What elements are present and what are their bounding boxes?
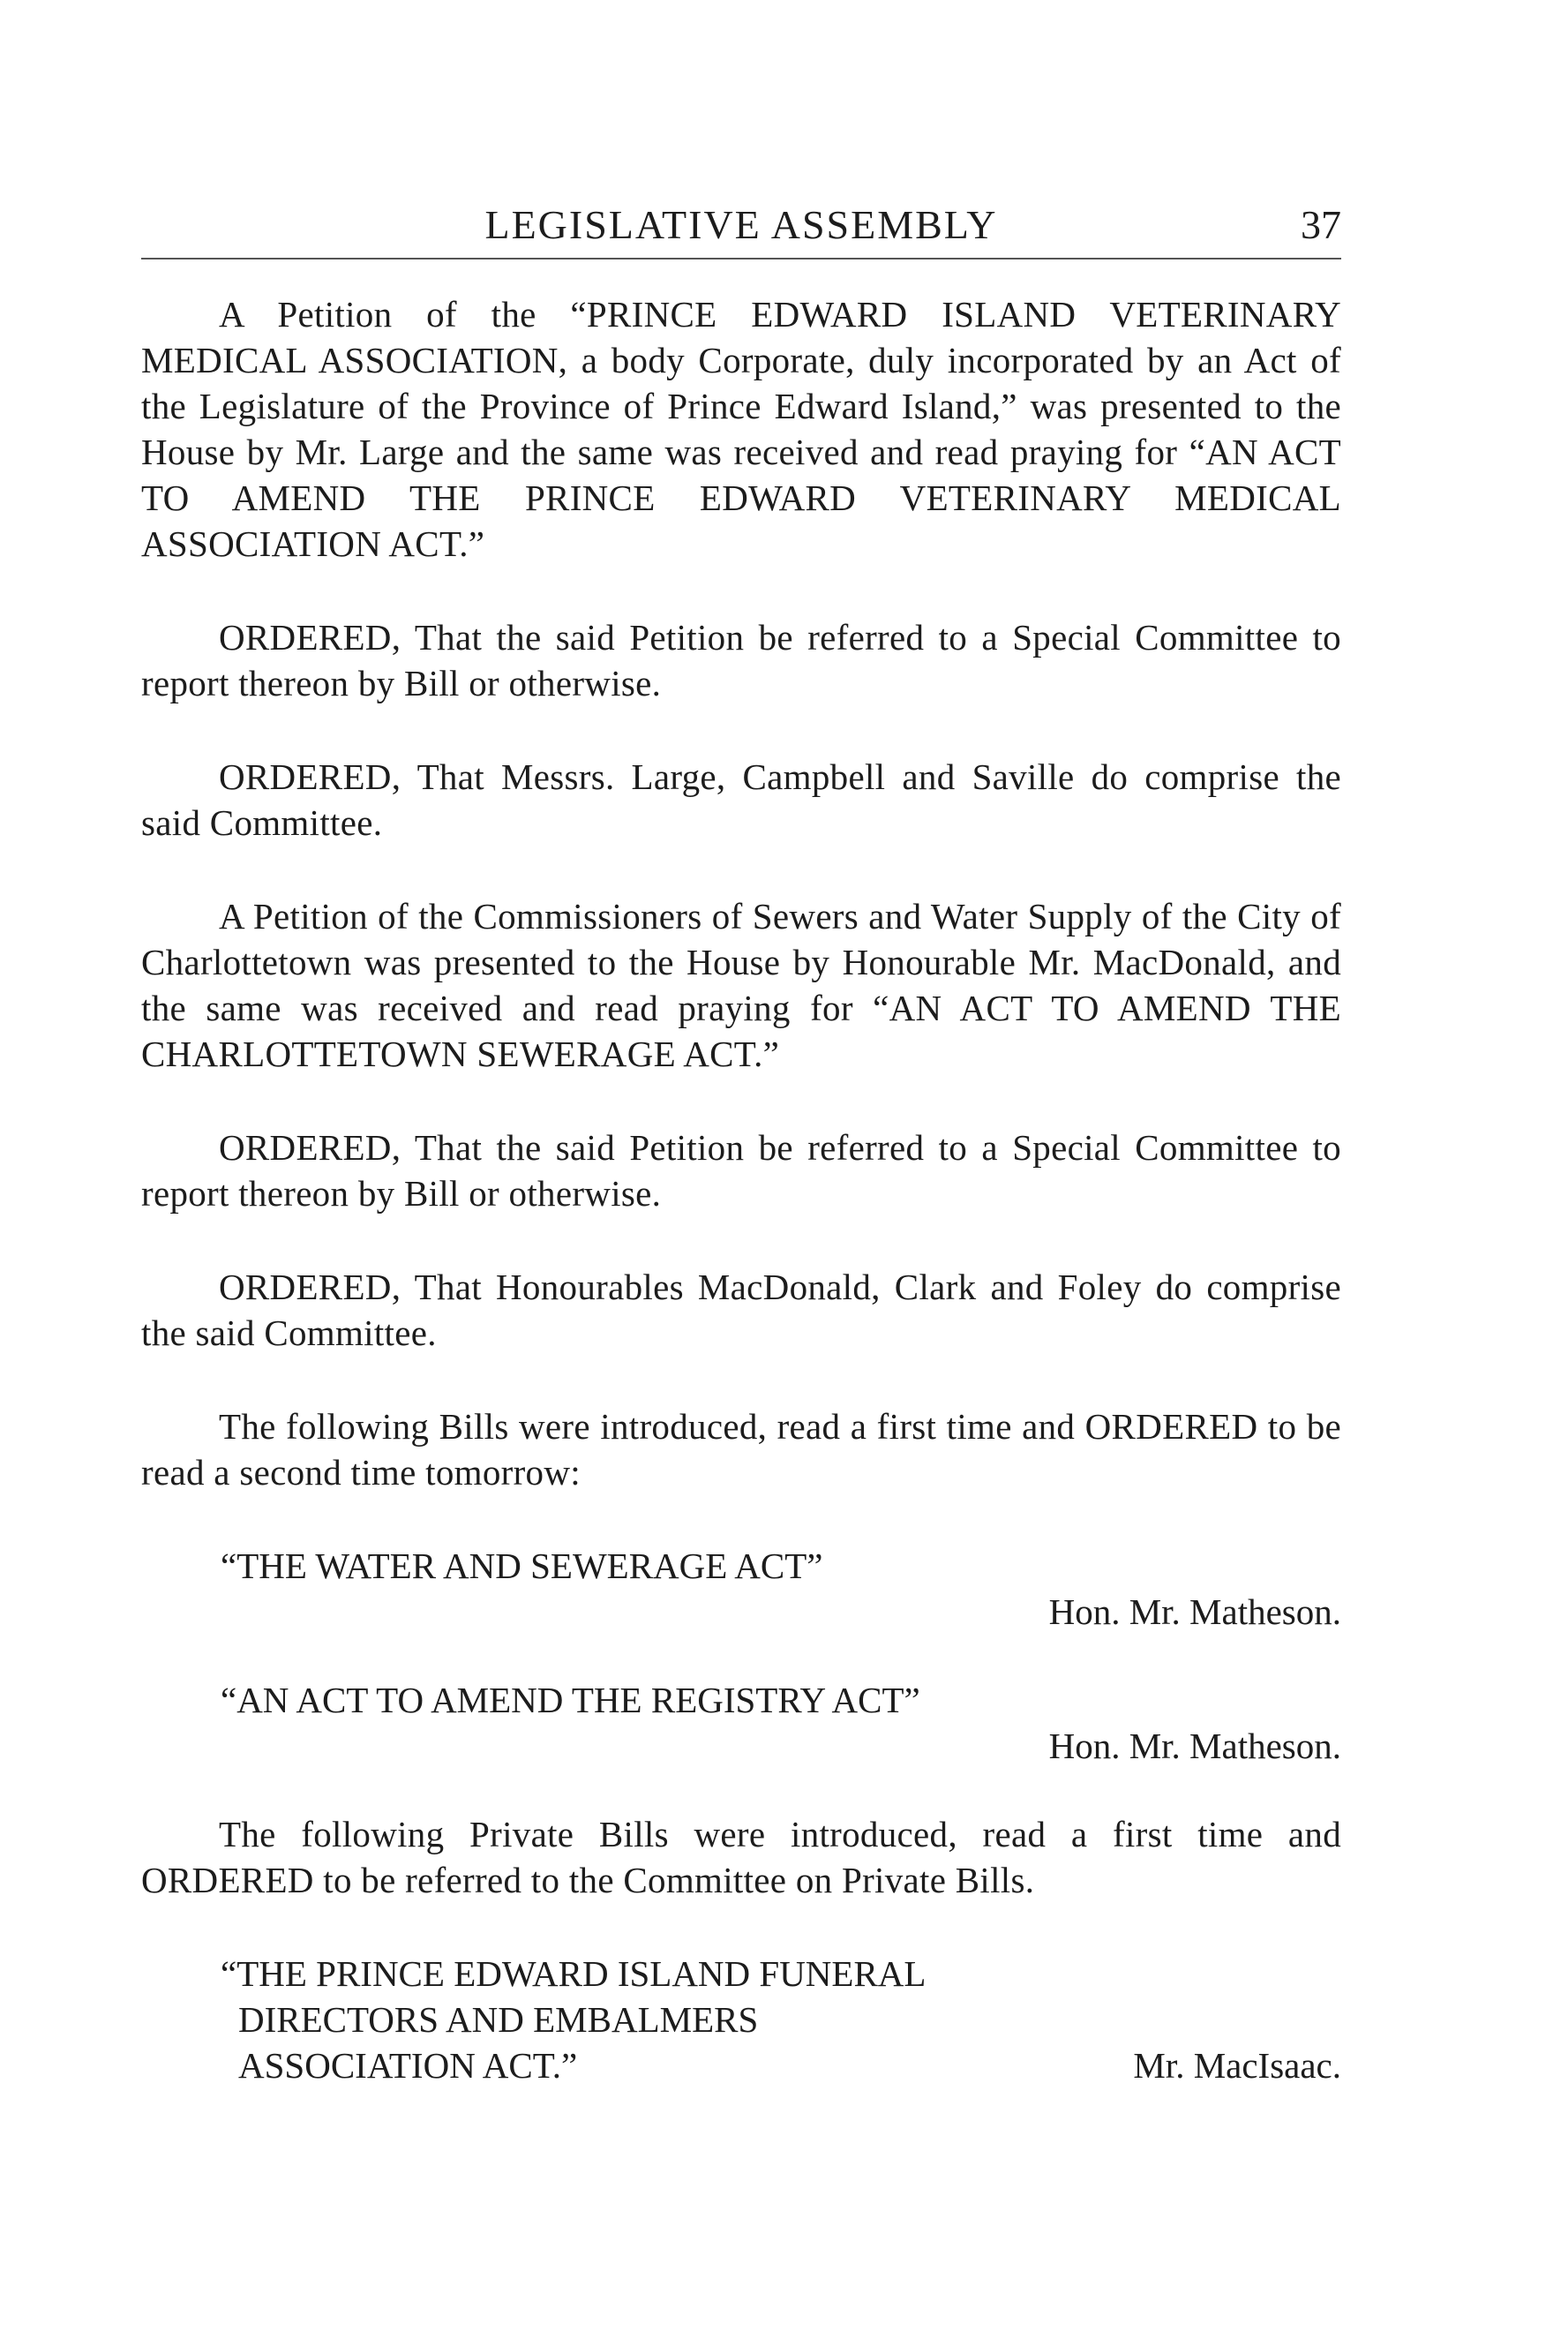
bill-sponsor: Hon. Mr. Matheson.: [1048, 1726, 1341, 1766]
private-bill-title-line: ASSOCIATION ACT.”: [238, 2045, 578, 2086]
page-number: 37: [1301, 202, 1341, 247]
bill-title: “THE WATER AND SEWERAGE ACT”: [221, 1546, 823, 1586]
bill-title: “AN ACT TO AMEND THE REGISTRY ACT”: [221, 1680, 920, 1720]
bill-sponsor: Hon. Mr. Matheson.: [1048, 1591, 1341, 1632]
paragraph-sewers-petition: A Petition of the Commissioners of Sewers and Water Supply of the City of Charlottetown was presented to the House by Honourable Mr. MacDonald, and the same was received and read praying for “AN ACT TO AMEND THE CHARLOTTETOWN SEWERAGE ACT.”: [141, 896, 1341, 1074]
paragraph-order-referral-1: ORDERED, That the said Petition be referred to a Special Committee to report thereon by Bill or otherwise.: [141, 617, 1341, 703]
page-body: [141, 291, 1341, 2088]
bill-entry: [141, 1677, 1341, 1769]
paragraph-order-committee-2: ORDERED, That Honourables MacDonald, Clark and Foley do comprise the said Committee.: [141, 1267, 1341, 1353]
private-bill-entry: [141, 1951, 1341, 2088]
header-rule: [141, 258, 1341, 259]
private-bill-sponsor: Mr. MacIsaac.: [1133, 2045, 1341, 2086]
page-header: [141, 201, 1341, 251]
running-title: LEGISLATIVE ASSEMBLY: [484, 202, 998, 247]
private-bill-title-line: “THE PRINCE EDWARD ISLAND FUNERAL: [221, 1953, 927, 1994]
bill-entry: [141, 1543, 1341, 1635]
paragraph-order-committee-1: ORDERED, That Messrs. Large, Campbell and Saville do comprise the said Committee.: [141, 756, 1341, 843]
private-bill-title-line: DIRECTORS AND EMBALMERS: [238, 1999, 759, 2040]
paragraph-private-bills-intro: The following Private Bills were introduced, read a first time and ORDERED to be referred to the Committee on Private Bills.: [141, 1814, 1341, 1900]
paragraph-bills-intro: The following Bills were introduced, read a first time and ORDERED to be read a second time tomorrow:: [141, 1406, 1341, 1493]
private-bill-title: [221, 1951, 926, 2088]
paragraph-veterinary-petition: A Petition of the “PRINCE EDWARD ISLAND VETERINARY MEDICAL ASSOCIATION, a body Corporate, duly incorporated by an Act of the Legislature of the Province of Prince Edward Island,” was presented to the House by Mr. Large and the same was received and read praying for “AN ACT TO AMEND THE PRINCE EDWARD VETERINARY MEDICAL ASSOCIATION ACT.”: [141, 294, 1341, 564]
paragraph-order-referral-2: ORDERED, That the said Petition be referred to a Special Committee to report thereon by Bill or otherwise.: [141, 1127, 1341, 1214]
